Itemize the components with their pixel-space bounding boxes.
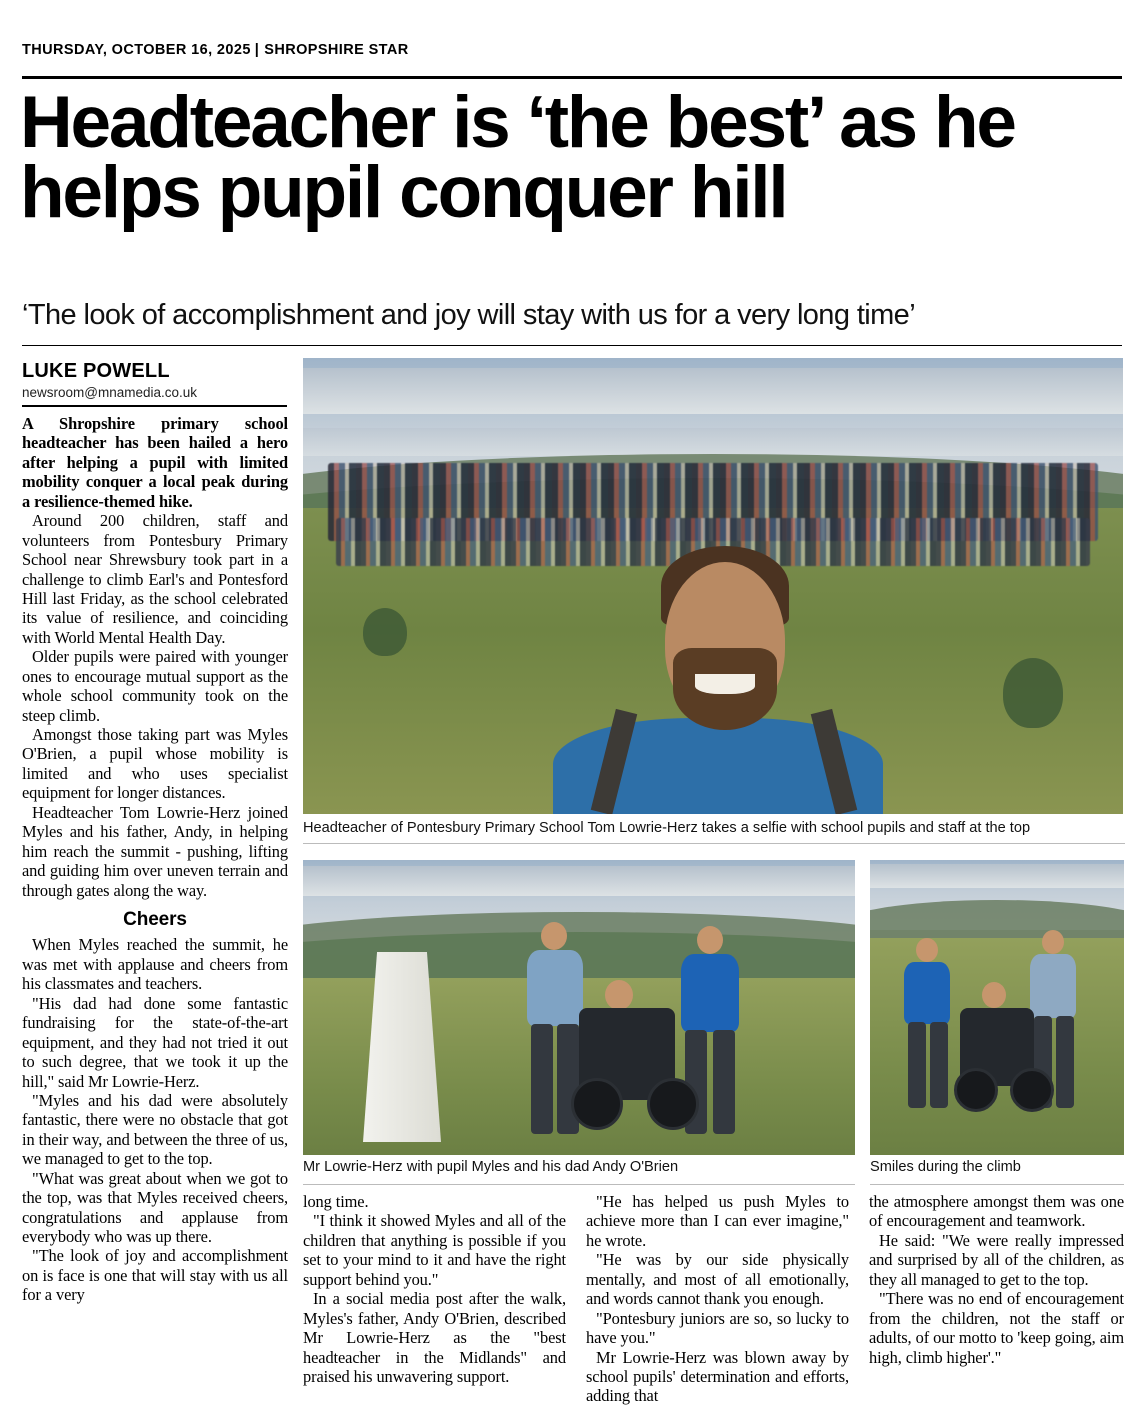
section-subheading: Cheers xyxy=(123,908,187,930)
caption-divider xyxy=(870,1184,1124,1185)
paragraph: "What was great about when we got to the top, was that Myles received cheers, congratulations and applause from everybody who was up there. xyxy=(22,1168,288,1246)
main-photo-caption: Headteacher of Pontesbury Primary School Tom Lowrie-Herz takes a selfie with school pupils and staff at the top xyxy=(303,820,1031,836)
paragraph: "There was no end of encouragement from the children, not the staff or adults, of our motto to 'keep going, aim high, climb higher'." xyxy=(869,1289,1124,1367)
paragraph: long time. xyxy=(303,1192,369,1211)
paragraph: "Pontesbury juniors are so, so lucky to have you." xyxy=(586,1308,849,1348)
byline-divider xyxy=(22,405,287,407)
third-photo-caption: Smiles during the climb xyxy=(870,1159,1021,1175)
paragraph: Amongst those taking part was Myles O'Brien, a pupil whose mobility is limited and who uses specialist equipment for longer distances. xyxy=(22,725,288,803)
main-photo xyxy=(303,358,1123,814)
paragraph: He said: "We were really impressed and surprised by all of the children, as they all managed to get to the top. xyxy=(869,1230,1124,1289)
paragraph: In a social media post after the walk, Myles's father, Andy O'Brien, described Mr Lowrie-Herz as the "best headteacher in the Midlands" and praised his unwavering support. xyxy=(303,1289,566,1386)
paragraph: "Myles and his dad were absolutely fantastic, there were no obstacle that got in their way, and between the three of us, we managed to get to the top. xyxy=(22,1090,288,1169)
byline-email: newsroom@mnamedia.co.uk xyxy=(22,385,198,400)
paragraph: A Shropshire primary school headteacher has been hailed a hero after helping a pupil with limited mobility conquer a local peak during a resilience-themed hike. xyxy=(22,414,288,511)
third-photo xyxy=(870,860,1124,1155)
masthead-date: THURSDAY, OCTOBER 16, 2025 xyxy=(22,42,251,58)
masthead-separator: | xyxy=(254,42,260,58)
paragraph: "He was by our side physically mentally, and most of all emotionally, and words cannot thank you enough. xyxy=(586,1250,849,1309)
subheadline: ‘The look of accomplishment and joy will stay with us for a very long time’ xyxy=(22,299,916,331)
paragraph: "He has helped us push Myles to achieve more than I can ever imagine," he wrote. xyxy=(586,1192,849,1250)
article-column-2 xyxy=(303,1192,566,1386)
subheadline-divider xyxy=(22,345,1122,346)
caption-divider xyxy=(303,1184,855,1185)
paragraph: Older pupils were paired with younger ones to encourage mutual support as the whole school community took on the steep climb. xyxy=(22,647,288,725)
paragraph: "His dad had done some fantastic fundraising for the state-of-the-art equipment, and they had not tried it out to such degree, that we took it up the hill," said Mr Lowrie-Herz. xyxy=(22,993,288,1091)
paragraph: Mr Lowrie-Herz was blown away by school pupils' determination and efforts, adding that xyxy=(586,1347,849,1406)
header-divider xyxy=(22,76,1122,79)
page-title: Headteacher is ‘the best’ as he helps pupil conquer hill xyxy=(20,82,1015,234)
paragraph: When Myles reached the summit, he was met with applause and cheers from his classmates and teachers. xyxy=(22,935,288,994)
paragraph: "I think it showed Myles and all of the children that anything is possible if you set to your mind to it and have the right support behind you." xyxy=(303,1211,566,1289)
secondary-photo xyxy=(303,860,855,1155)
byline-author: LUKE POWELL xyxy=(22,360,170,382)
masthead-publication: SHROPSHIRE STAR xyxy=(264,42,409,58)
byline xyxy=(22,360,287,400)
caption-divider xyxy=(303,843,1125,844)
paragraph: Headteacher Tom Lowrie-Herz joined Myles and his father, Andy, in helping him reach the summit - pushing, lifting and guiding him over uneven terrain and through gates along the way. xyxy=(22,802,288,900)
secondary-photo-caption: Mr Lowrie-Herz with pupil Myles and his dad Andy O'Brien xyxy=(303,1159,679,1175)
article-column-3 xyxy=(586,1192,849,1406)
paragraph: "The look of joy and accomplishment on is face is one that will stay with us all for a very xyxy=(22,1246,288,1305)
paragraph: the atmosphere amongst them was one of encouragement and teamwork. xyxy=(869,1192,1124,1231)
article-column-4 xyxy=(869,1192,1124,1367)
paragraph: Around 200 children, staff and volunteers from Pontesbury Primary School near Shrewsbury took part in a challenge to climb Earl's and Pontesford Hill last Friday, as the school celebrated its value of resilience, and coinciding with World Mental Health Day. xyxy=(22,511,288,647)
masthead xyxy=(22,42,1122,58)
article-column-1 xyxy=(22,414,288,1305)
